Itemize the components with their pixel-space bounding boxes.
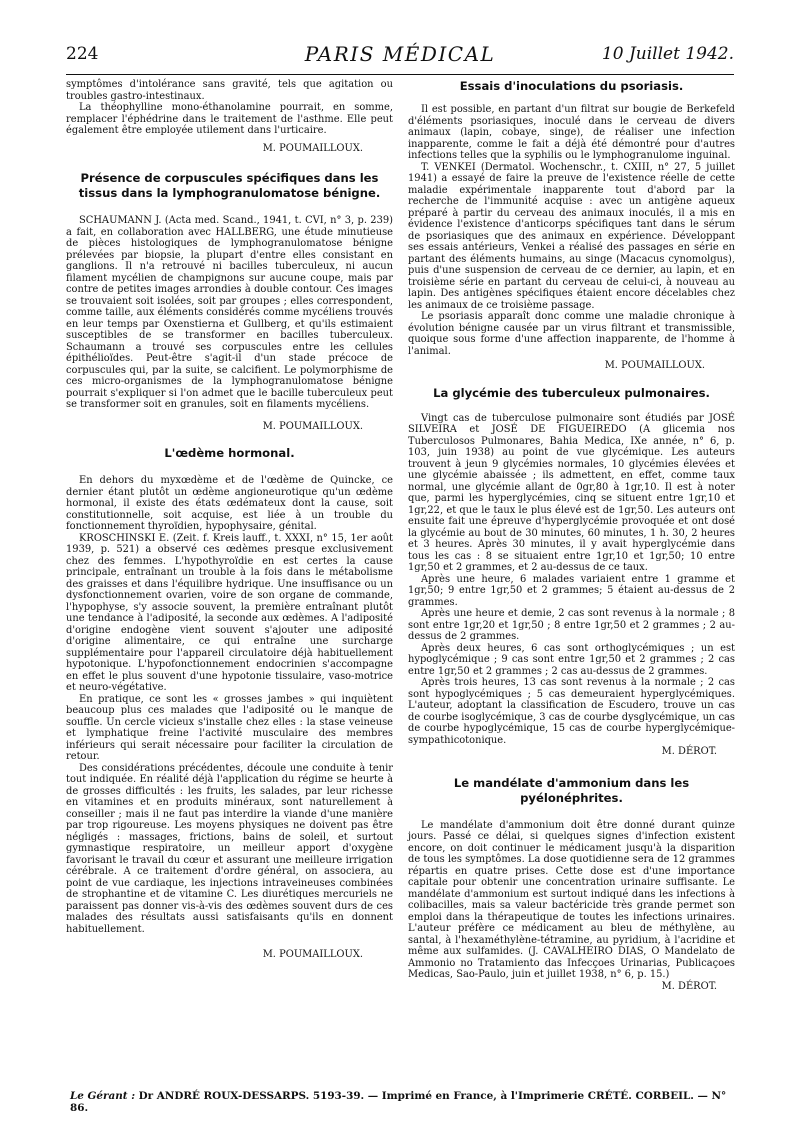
paragraph: KROSCHINSKI E. (Zeit. f. Kreis lauff., t. XXXI, n° 15, 1er août 1939, p. 521) a observé ces œdèmes presque exclusivement chez des femmes. L'hypothyroïdie en est certes la cause principale, entraînant un trouble à la fois dans le métabolisme des graisses et dans l'équilibre hydrique. Une insuffisance ou un dysfonctionnement ovarien, voire de son organe de commande, l'hypophyse, s'y associe souvent, la première entraînant plutôt une tendance à l'adiposité, la seconde aux œdèmes. A l'adiposité d'origine endogène vient souvent s'ajouter une adiposité d'origine alimentaire, ce qui entraîne une surcharge supplémentaire pour l'appareil circulatoire déjà habituellement hypotonique. L'hypofonctionnement endocrinien s'accompagne en effet le plus souvent d'une hypotonie tissulaire, vaso-motrice et neuro-végétative. bbox=[66, 532, 393, 693]
paragraph: Le mandélate d'ammonium doit être donné durant quinze jours. Passé ce délai, si quelques signes d'infection existent encore, on doit continuer le médicament jusqu'à la disparition de tous les symptômes. La dose quotidienne sera de 12 grammes répartis en quatre prises. Cette dose est d'une importance capitale pour obtenir une concentration urinaire suffisante. Le mandélate d'ammonium est surtout indiqué dans les infections à colibacilles, mais sa valeur bactéricide très grande permet son emploi dans la thérapeutique de toutes les infections urinaires. L'auteur préfère ce médicament au bleu de méthylène, au santal, à l'hexaméthylène-tétramine, au pyridium, à l'acridine et même aux sulfamides. (J. CAVALHEIRO DIAS, O Mandelato de Ammonio no Tratamiento das Infecçoes Urinarias, Publicaçoes Medicas, Sao-Paulo, juin et juillet 1938, n° 6, p. 15.) bbox=[408, 819, 735, 980]
article-heading: L'œdème hormonal. bbox=[164, 446, 295, 460]
paragraph: En dehors du myxœdème et de l'œdème de Quincke, ce dernier étant plutôt un œdème angioneurotique qu'un œdème hormonal, il existe des états œdémateux dont la cause, soit constitutionnelle, soit acquise, est liée à un trouble du fonctionnement thyroïdien, hypophysaire, génital. bbox=[66, 475, 393, 532]
paragraph: Des considérations précédentes, découle une conduite à tenir tout indiquée. En réalité déjà l'application du régime se heurte à de grosses difficultés : les fruits, les salades, par leur richesse en vitamines et en produits minéraux, sont naturellement à conseiller ; mais il ne faut pas interdire la viande d'une manière par trop rigoureuse. Les moyens physiques ne doivent pas être négligés : massages, frictions, bains de soleil, et surtout gymnastique respiratoire, un meilleur apport d'oxygène favorisant le travail du cœur et assurant une meilleure irrigation cérébrale. A ce traitement d'ordre général, on associera, au point de vue cardiaque, les injections intraveineuses combinées de strophantine et de vitamine C. Les diurétiques mercuriels ne paraissent pas donner vis-à-vis des œdèmes souvent durs de ces malades des résultats aussi satisfaisants qu'ils en donnent habituellement. bbox=[66, 762, 393, 935]
paragraph: Vingt cas de tuberculose pulmonaire sont étudiés par JOSÉ SILVEIRA et JOSÉ DE FIGUEIREDO (A glicemia nos Tuberculosos Pulmonares, Bahia Medica, IXe année, n° 6, p. 103, juin 1938) au point de vue glycémique. Les auteurs trouvent à jeun 9 glycémies normales, 10 glycémies élevées et une glycémie abaissée ; ils admettent, en effet, comme taux normal, une glycémie allant de 0gr,80 à 1gr,10. Il est à noter que, parmi les hyperglycémies, cinq se situent entre 1gr,10 et 1gr,22, et que le taux le plus élevé est de 1gr,50. Les auteurs ont ensuite fait une épreuve d'hyperglycémie provoquée et ont dosé la glycémie au bout de 30 minutes, 60 minutes, 1 h. 30, 2 heures et 3 heures. Après 30 minutes, il y avait hyperglycémie dans tous les cas : 8 se situaient entre 1gr,10 et 1gr,50; 10 entre 1gr,50 et 2 grammes, et 2 au-dessus de ce taux. bbox=[408, 412, 735, 573]
author-signature: M. POUMAILLOUX. bbox=[604, 360, 705, 371]
paragraph: T. VENKEI (Dermatol. Wochenschr., t. CXIII, n° 27, 5 juillet 1941) a essayé de faire la preuve de l'existence réelle de cette maladie expérimentale inapparente tout d'abord par la recherche de l'immunité acquise : avec un antigène aqueux préparé à partir du cerveau des animaux inoculés, il a mis en évidence l'existence d'anticorps spécifiques tant dans le sérum de psoriasiques que des animaux en expérience. Développant ses essais antérieurs, Venkei a réalisé des passages en série en partant des éléments humains, au singe (Macacus cynomolgus), puis d'une suspension de cerveau de ce dernier, au lapin, et en troisième série en partant du cerveau de celui-ci, à nouveau au lapin. Des antigènes spécifiques étaient encore décelables chez les animaux de ce troisième passage. bbox=[408, 161, 735, 311]
printer-footer bbox=[70, 1090, 730, 1114]
footer-imprint: Dr ANDRÉ ROUX-DESSARPS. 5193-39. — Imprimé en France, à l'Imprimerie CRÉTÉ. CORBEIL. — N° 86. bbox=[70, 1090, 727, 1114]
paragraph: Après une heure et demie, 2 cas sont revenus à la normale ; 8 sont entre 1gr,20 et 1gr,50 ; 8 entre 1gr,50 et 2 grammes ; 2 au-dessus de 2 grammes. bbox=[408, 608, 735, 642]
running-title: PARIS MÉDICAL bbox=[304, 42, 496, 66]
page-number: 224 bbox=[66, 44, 99, 64]
right-column bbox=[408, 79, 735, 992]
left-column bbox=[66, 79, 393, 961]
paragraph: SCHAUMANN J. (Acta med. Scand., 1941, t. CVI, n° 3, p. 239) a fait, en collaboration avec HALLBERG, une étude minutieuse de pièces histologiques de lymphogranulomatose bénigne prélevées par biopsie, la plupart d'entre elles consistant en ganglions. Il n'a retrouvé ni bacilles tuberculeux, ni aucun filament mycélien de champignons sur aucune coupe, mais par contre de petites images arrondies à double contour. Ces images se trouvaient soit isolées, soit par groupes ; elles correspondent, comme taille, aux éléments considérés comme mycéliens trouvés en leur temps par Oxenstierna et Gullberg, et qu'ils estimaient susceptibles de se transformer en bacilles tuberculeux. Schaumann a trouvé ses corpuscules entre les cellules épithélioïdes. Peut-être s'agit-il d'un stade précoce de corpuscules qui, par la suite, se calcifient. Le polymorphisme de ces micro-organismes de la lymphogranulomatose bénigne pourrait s'expliquer si l'on admet que le bacille tuberculeux peut se transformer soit en granules, soit en filaments mycéliens. bbox=[66, 215, 393, 410]
paragraph: En pratique, ce sont les « grosses jambes » qui inquiètent beaucoup plus ces malades que l'adiposité ou le manque de souffle. Un cercle vicieux s'installe chez elles : la stase veineuse et lymphatique freine l'activité musculaire des membres inférieurs qui serait nécessaire pour faciliter la circulation de retour. bbox=[66, 693, 393, 762]
paragraph: Après deux heures, 6 cas sont orthoglycémiques ; un est hypoglycémique ; 9 cas sont entre 1gr,50 et 2 grammes ; 2 cas entre 1gr,50 et 2 grammes ; 2 cas au-dessus de 2 grammes. bbox=[408, 642, 735, 677]
issue-date: 10 Juillet 1942. bbox=[601, 44, 734, 64]
paragraph: La théophylline mono-éthanolamine pourrait, en somme, remplacer l'éphédrine dans le traitement de l'asthme. Elle peut également être employée utilement dans l'urticaire. bbox=[66, 102, 393, 136]
author-signature: M. POUMAILLOUX. bbox=[262, 142, 363, 154]
article-heading: Présence de corpuscules spécifiques dans les tissus dans la lymphogranulomatose bénigne. bbox=[78, 171, 381, 200]
article-heading: La glycémie des tuberculeux pulmonaires. bbox=[433, 385, 710, 400]
article-heading: Essais d'inoculations du psoriasis. bbox=[459, 79, 684, 93]
author-signature: M. POUMAILLOUX. bbox=[262, 420, 363, 432]
author-signature: M. POUMAILLOUX. bbox=[262, 949, 363, 960]
running-header bbox=[66, 38, 734, 75]
article-heading: Le mandélate d'ammonium dans les pyélonéphrites. bbox=[453, 775, 690, 805]
footer-gerant-label: Le Gérant : bbox=[70, 1090, 136, 1102]
author-signature: M. DÉROT. bbox=[661, 746, 717, 757]
paragraph: Il est possible, en partant d'un filtrat sur bougie de Berkefeld d'éléments psoriasiques, inoculé dans le cerveau de divers animaux (lapin, cobaye, singe), de réaliser une infection inapparente, comme le fait a déjà été démontré pour d'autres infections telles que la syphilis ou le lymphogranulome inguinal. bbox=[408, 104, 735, 161]
paragraph: Après trois heures, 13 cas sont revenus à la normale ; 2 cas sont hypoglycémiques ; 5 cas demeuraient hyperglycémiques. L'auteur, adoptant la classification de Escudero, trouve un cas de courbe isoglycémique, 3 cas de courbe dysglycémique, un cas de courbe hypoglycémique, 15 cas de courbe hyperglycémique-sympathicotonique. bbox=[408, 677, 735, 746]
paragraph: Après une heure, 6 malades variaient entre 1 gramme et 1gr,50; 9 entre 1gr,50 et 2 grammes; 5 étaient au-dessus de 2 grammes. bbox=[408, 573, 735, 608]
paragraph: symptômes d'intolérance sans gravité, tels que agitation ou troubles gastro-intestinaux. bbox=[66, 79, 393, 102]
author-signature: M. DÉROT. bbox=[661, 980, 717, 992]
paragraph: Le psoriasis apparaît donc comme une maladie chronique à évolution bénigne causée par un virus filtrant et transmissible, quoique sous forme d'une affection inapparente, de l'homme à l'animal. bbox=[408, 311, 735, 357]
